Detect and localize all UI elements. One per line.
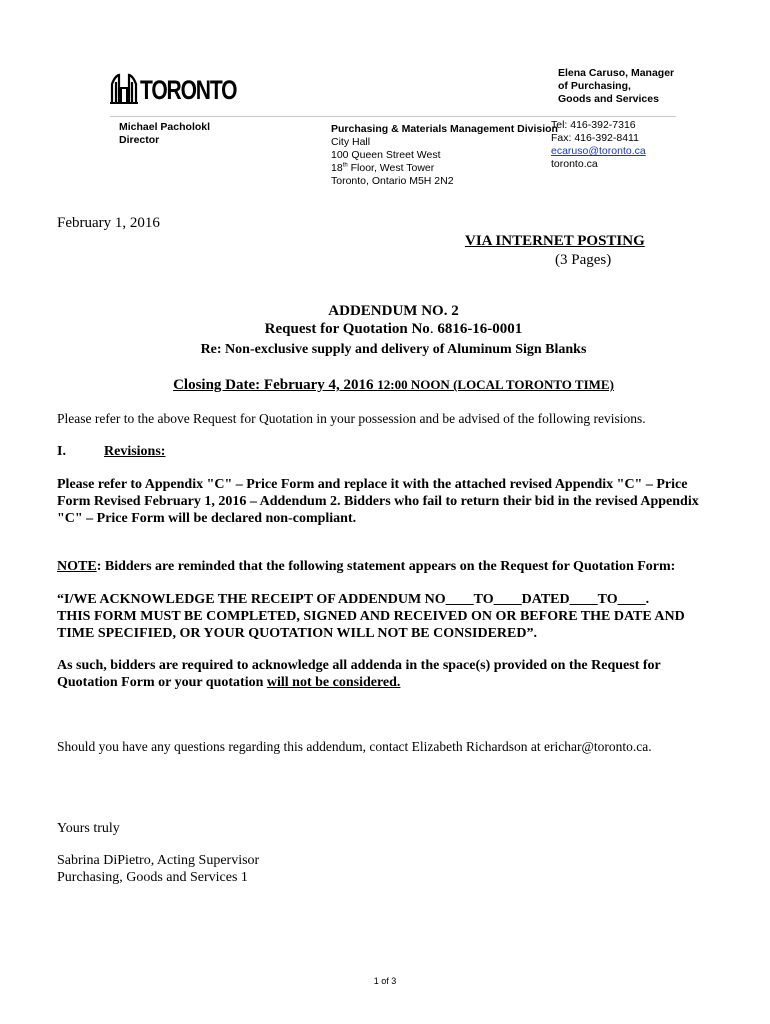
director-title: Director (119, 134, 160, 146)
address-block (331, 123, 558, 188)
fax-number: Fax: 416-392-8411 (551, 132, 639, 144)
page-count: (3 Pages) (555, 252, 612, 268)
section-title: Revisions: (104, 444, 166, 459)
address-line: 100 Queen Street West (331, 149, 441, 161)
intro-paragraph: Please refer to the above Request for Quotation in your possession and be advised of the following revisions. (57, 411, 646, 426)
city-hall-icon (110, 72, 138, 104)
note-paragraph: NOTE: Bidders are reminded that the following statement appears on the Request for Quotation Form: (57, 559, 676, 574)
email-link[interactable]: ecaruso@toronto.ca (551, 145, 646, 157)
page-number: 1 of 3 (373, 976, 397, 986)
phone-number: Tel: 416-392-7316 (551, 119, 636, 131)
emphasis-text: will not be considered. (266, 675, 401, 690)
letter-date: February 1, 2016 (57, 215, 160, 231)
signer-name: Sabrina DiPietro, Acting Supervisor (57, 853, 260, 868)
revision-paragraph: Please refer to Appendix "C" – Price Form and replace it with the attached revised Appendix "C" – Price Form Revised February 1, 2016 – Addendum 2. Bidders who fail to return their bid in the revised Appendix "C" – Price Form will be declared non-compliant. (57, 477, 699, 526)
contact-block (551, 119, 646, 171)
manager-title-line: of Purchasing, (558, 80, 631, 92)
delivery-method: VIA INTERNET POSTING (465, 233, 645, 249)
section-number: I. (57, 444, 66, 459)
manager-name: Elena Caruso, Manager (558, 67, 675, 79)
subject-line: Re: Non-exclusive supply and delivery of Aluminum Sign Blanks (200, 342, 587, 357)
website: toronto.ca (551, 158, 598, 170)
ack-line: “I/WE ACKNOWLEDGE THE RECEIPT OF ADDENDUM NO____TO____DATED____TO____. (57, 592, 650, 607)
ack-line: THIS FORM MUST BE COMPLETED, SIGNED AND RECEIVED ON OR BEFORE THE DATE AND TIME SPECIFIED, OR YOUR QUOTATION WILL NOT BE CONSIDERED”. (57, 609, 685, 641)
address-line: City Hall (331, 136, 371, 148)
addendum-title: ADDENDUM NO. 2 (328, 303, 459, 319)
addenda-paragraph: As such, bidders are required to acknowledge all addenda in the space(s) provided on the Request for Quotation Form or your quotation will not be considered. (57, 658, 661, 690)
questions-paragraph: Should you have any questions regarding this addendum, contact Elizabeth Richardson at erichar@toronto.ca. (57, 739, 652, 754)
director-name: Michael Pacholokl (119, 121, 211, 133)
acknowledgement-statement (57, 591, 723, 642)
director-block (119, 121, 210, 147)
manager-block (558, 67, 674, 106)
header-divider (110, 116, 676, 117)
rfq-number: Request for Quotation No. 6816-16-0001 (264, 321, 523, 337)
logo-wordmark: TORONTO (140, 75, 237, 105)
salutation: Yours truly (57, 821, 120, 836)
address-floor: 18th Floor, West Tower (331, 162, 435, 174)
address-city: Toronto, Ontario M5H 2N2 (331, 175, 454, 187)
closing-date: Closing Date: February 4, 2016 12:00 NOON (LOCAL TORONTO TIME) (173, 377, 614, 393)
city-logo (110, 72, 264, 104)
manager-title-line: Goods and Services (558, 93, 659, 105)
signer-department: Purchasing, Goods and Services 1 (57, 870, 248, 885)
division-name: Purchasing & Materials Management Division (331, 123, 558, 135)
note-label: NOTE (57, 559, 97, 574)
